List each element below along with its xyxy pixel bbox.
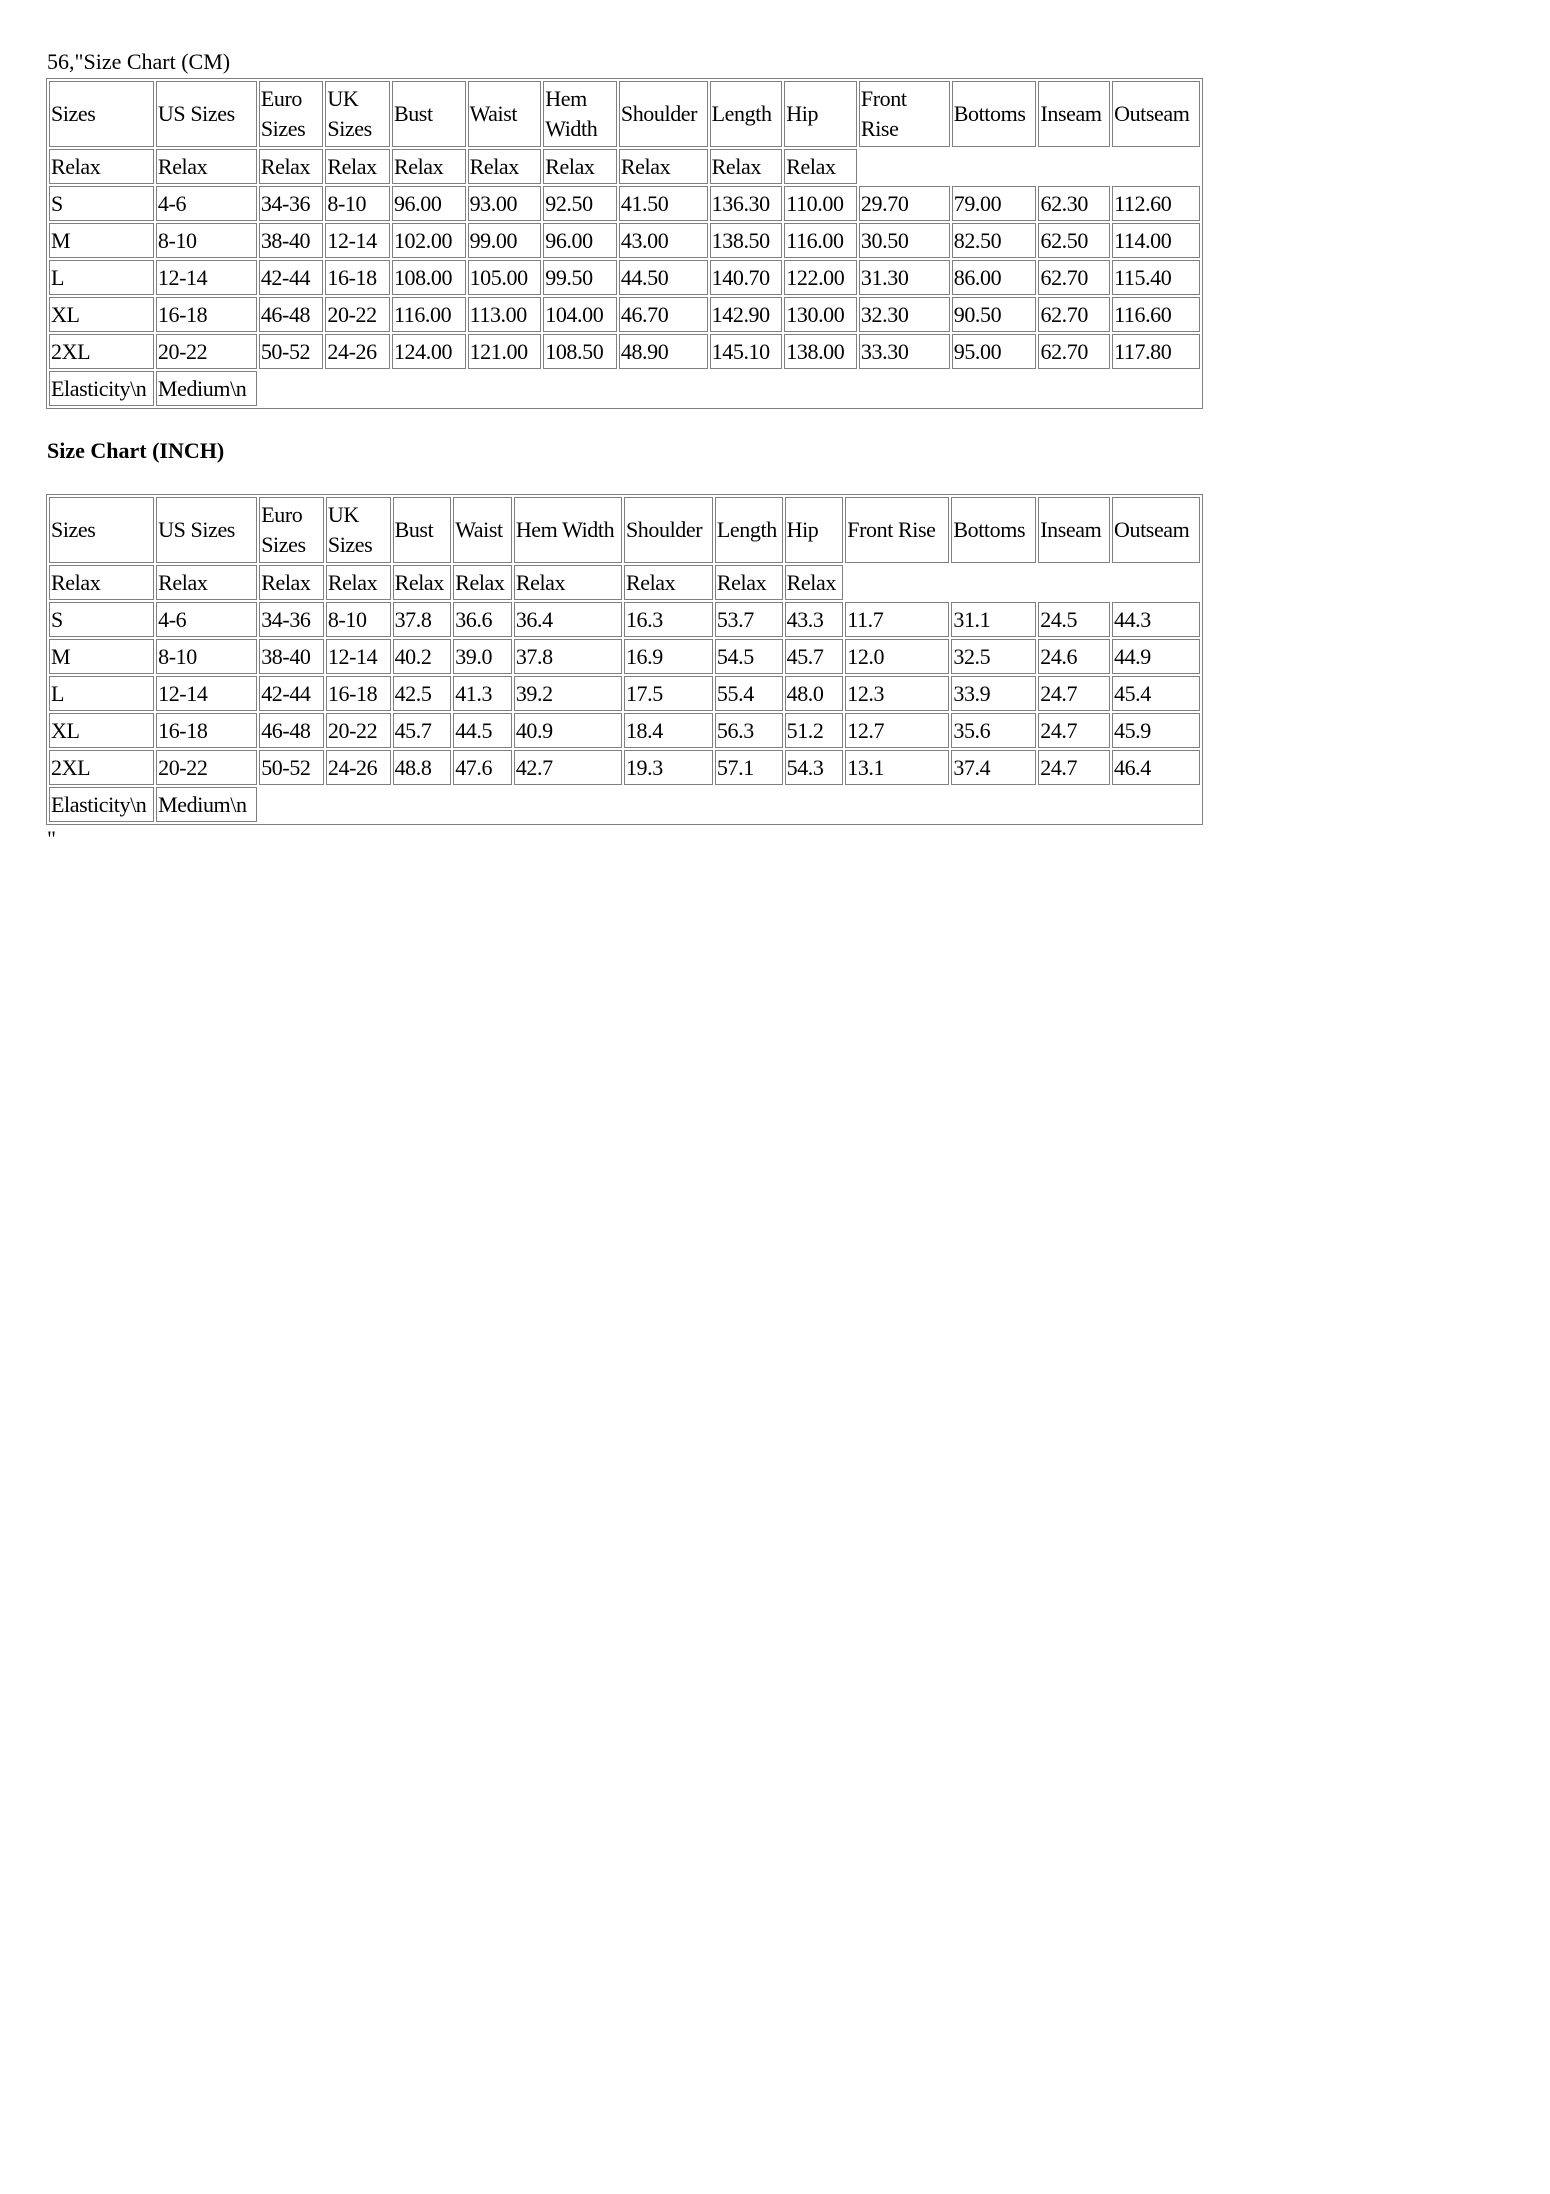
table-cell: 124.00 (392, 334, 466, 369)
table-cell: 12.7 (845, 713, 949, 748)
relax-cell: Relax (326, 565, 391, 600)
table-cell: 93.00 (468, 186, 542, 221)
table-cell: 104.00 (543, 297, 617, 332)
table-cell: XL (49, 297, 154, 332)
relax-cell: Relax (393, 565, 452, 600)
relax-cell: Relax (710, 149, 783, 184)
table-cell: 39.0 (453, 639, 512, 674)
column-header: Inseam (1038, 81, 1110, 147)
table-cell: 20-22 (156, 750, 257, 785)
table-row (49, 639, 1200, 674)
table-cell: 16-18 (156, 713, 257, 748)
table-cell: 86.00 (952, 260, 1037, 295)
table-cell: 33.9 (951, 676, 1036, 711)
table-cell: 8-10 (326, 602, 391, 637)
table-cell: L (49, 676, 154, 711)
table-cell: 34-36 (259, 602, 324, 637)
table-row (49, 223, 1200, 258)
table-cell: 35.6 (951, 713, 1036, 748)
table-cell: 62.30 (1038, 186, 1110, 221)
table-cell: 12-14 (156, 260, 257, 295)
table-cell: 44.3 (1112, 602, 1200, 637)
column-header: US Sizes (156, 81, 257, 147)
table-cell: 16-18 (325, 260, 390, 295)
column-header: Waist (468, 81, 542, 147)
table-cell: 24.7 (1038, 750, 1110, 785)
table-cell: 55.4 (715, 676, 783, 711)
column-header: US Sizes (156, 497, 257, 563)
table-cell: 17.5 (624, 676, 713, 711)
table-cell: 16-18 (326, 676, 391, 711)
table-cell: 36.6 (453, 602, 512, 637)
column-header: Hip (784, 81, 857, 147)
table-cell: 99.00 (468, 223, 542, 258)
column-header: Bottoms (951, 497, 1036, 563)
table-cell: 57.1 (715, 750, 783, 785)
relax-row (49, 565, 1200, 600)
relax-row (49, 149, 1200, 184)
table-cell: 48.0 (785, 676, 844, 711)
table-cell: 130.00 (784, 297, 857, 332)
column-header: Hem Width (543, 81, 617, 147)
table-cell: 95.00 (952, 334, 1037, 369)
table-cell: M (49, 639, 154, 674)
table-cell: 12-14 (325, 223, 390, 258)
table-cell: 45.7 (393, 713, 452, 748)
table-cell: 116.00 (392, 297, 466, 332)
empty-cell (259, 371, 1200, 406)
table-cell: 42.7 (514, 750, 622, 785)
table-cell: 18.4 (624, 713, 713, 748)
table-row (49, 260, 1200, 295)
header-row (49, 81, 1200, 147)
table-cell: 38-40 (259, 223, 324, 258)
table-cell: 12.0 (845, 639, 949, 674)
page-title: 56,"Size Chart (CM) (47, 49, 231, 74)
table-row (49, 602, 1200, 637)
table-cell: 31.1 (951, 602, 1036, 637)
column-header: Bust (392, 81, 466, 147)
table-cell: 8-10 (156, 639, 257, 674)
column-header: Hip (785, 497, 844, 563)
table-cell: 92.50 (543, 186, 617, 221)
table-row (49, 713, 1200, 748)
elasticity-cell: Medium\n (156, 371, 257, 406)
table-cell: 50-52 (259, 334, 324, 369)
table-cell: 31.30 (859, 260, 950, 295)
table-cell: 40.2 (393, 639, 452, 674)
table-cell: 145.10 (710, 334, 783, 369)
relax-cell: Relax (49, 565, 154, 600)
table-cell: 62.70 (1038, 260, 1110, 295)
column-header: Shoulder (619, 81, 708, 147)
table-cell: 2XL (49, 334, 154, 369)
table-cell: 24.6 (1038, 639, 1110, 674)
table-cell: 45.4 (1112, 676, 1200, 711)
table-cell: 122.00 (784, 260, 857, 295)
table-cell: 16.3 (624, 602, 713, 637)
table-cell: 20-22 (326, 713, 391, 748)
column-header: Sizes (49, 497, 154, 563)
empty-cell (259, 787, 1200, 822)
table-cell: 138.50 (710, 223, 783, 258)
column-header: Front Rise (845, 497, 949, 563)
table-cell: 46.70 (619, 297, 708, 332)
column-header: Length (710, 81, 783, 147)
table-cell: 11.7 (845, 602, 949, 637)
column-header: Shoulder (624, 497, 713, 563)
table-cell: 47.6 (453, 750, 512, 785)
table-row (49, 750, 1200, 785)
table-cell: 138.00 (784, 334, 857, 369)
table-cell: 16-18 (156, 297, 257, 332)
inch-section-title: Size Chart (INCH) (47, 438, 225, 463)
column-header: Bust (393, 497, 452, 563)
table-cell: 114.00 (1112, 223, 1200, 258)
table-cell: 37.4 (951, 750, 1036, 785)
table-cell: 12.3 (845, 676, 949, 711)
relax-cell: Relax (259, 565, 324, 600)
table-cell: 8-10 (156, 223, 257, 258)
empty-cell (859, 149, 1200, 184)
table-cell: 42-44 (259, 676, 324, 711)
size-chart-cm-table (46, 78, 1203, 409)
table-cell: 32.5 (951, 639, 1036, 674)
table-cell: 37.8 (514, 639, 622, 674)
column-header: Hem Width (514, 497, 622, 563)
table-cell: 44.50 (619, 260, 708, 295)
table-cell: 48.8 (393, 750, 452, 785)
relax-cell: Relax (543, 149, 617, 184)
table-cell: 99.50 (543, 260, 617, 295)
table-cell: 24-26 (326, 750, 391, 785)
table-cell: 116.60 (1112, 297, 1200, 332)
table-cell: 42-44 (259, 260, 324, 295)
table-cell: 30.50 (859, 223, 950, 258)
table-cell: 4-6 (156, 602, 257, 637)
table-row (49, 676, 1200, 711)
table-cell: M (49, 223, 154, 258)
size-chart-inch-table (46, 494, 1203, 825)
table-cell: XL (49, 713, 154, 748)
column-header: Waist (453, 497, 512, 563)
table-cell: 136.30 (710, 186, 783, 221)
elasticity-cell: Elasticity\n (49, 787, 154, 822)
table-cell: 20-22 (325, 297, 390, 332)
elasticity-row (49, 787, 1200, 822)
table-cell: 62.70 (1038, 297, 1110, 332)
table-row (49, 297, 1200, 332)
empty-cell (845, 565, 1200, 600)
relax-cell: Relax (453, 565, 512, 600)
table-cell: L (49, 260, 154, 295)
table-cell: 8-10 (325, 186, 390, 221)
table-cell: 37.8 (393, 602, 452, 637)
relax-cell: Relax (156, 149, 257, 184)
table-cell: 41.3 (453, 676, 512, 711)
table-cell: 34-36 (259, 186, 324, 221)
table-cell: 16.9 (624, 639, 713, 674)
table-cell: 112.60 (1112, 186, 1200, 221)
table-cell: 19.3 (624, 750, 713, 785)
relax-cell: Relax (784, 149, 857, 184)
relax-cell: Relax (468, 149, 542, 184)
table-cell: 102.00 (392, 223, 466, 258)
table-cell: 32.30 (859, 297, 950, 332)
column-header: Euro Sizes (259, 497, 324, 563)
table-cell: 33.30 (859, 334, 950, 369)
relax-cell: Relax (325, 149, 390, 184)
table-cell: 96.00 (543, 223, 617, 258)
table-cell: 54.3 (785, 750, 844, 785)
column-header: UK Sizes (326, 497, 391, 563)
table-cell: 41.50 (619, 186, 708, 221)
table-cell: 51.2 (785, 713, 844, 748)
column-header: Euro Sizes (259, 81, 324, 147)
table-cell: 53.7 (715, 602, 783, 637)
table-cell: 50-52 (259, 750, 324, 785)
table-cell: 12-14 (156, 676, 257, 711)
table-cell: 113.00 (468, 297, 542, 332)
table-cell: 13.1 (845, 750, 949, 785)
table-cell: S (49, 186, 154, 221)
table-cell: 142.90 (710, 297, 783, 332)
table-cell: 96.00 (392, 186, 466, 221)
closing-quote-mark: " (47, 826, 56, 851)
relax-cell: Relax (619, 149, 708, 184)
elasticity-cell: Medium\n (156, 787, 257, 822)
table-cell: 46-48 (259, 297, 324, 332)
table-cell: 20-22 (156, 334, 257, 369)
table-cell: 24.5 (1038, 602, 1110, 637)
relax-cell: Relax (156, 565, 257, 600)
table-cell: 116.00 (784, 223, 857, 258)
elasticity-cell: Elasticity\n (49, 371, 154, 406)
table-cell: 2XL (49, 750, 154, 785)
column-header: Outseam (1112, 497, 1200, 563)
table-cell: 110.00 (784, 186, 857, 221)
elasticity-row (49, 371, 1200, 406)
table-cell: 105.00 (468, 260, 542, 295)
table-row (49, 186, 1200, 221)
relax-cell: Relax (392, 149, 466, 184)
relax-cell: Relax (514, 565, 622, 600)
table-cell: 54.5 (715, 639, 783, 674)
table-cell: 108.00 (392, 260, 466, 295)
table-cell: 48.90 (619, 334, 708, 369)
table-cell: 40.9 (514, 713, 622, 748)
header-row (49, 497, 1200, 563)
table-cell: 62.50 (1038, 223, 1110, 258)
table-cell: 24-26 (325, 334, 390, 369)
table-cell: 39.2 (514, 676, 622, 711)
table-cell: 82.50 (952, 223, 1037, 258)
column-header: Sizes (49, 81, 154, 147)
table-cell: 79.00 (952, 186, 1037, 221)
table-cell: 62.70 (1038, 334, 1110, 369)
table-cell: 121.00 (468, 334, 542, 369)
table-cell: 29.70 (859, 186, 950, 221)
table-cell: 43.00 (619, 223, 708, 258)
table-cell: 36.4 (514, 602, 622, 637)
table-cell: 56.3 (715, 713, 783, 748)
table-cell: 140.70 (710, 260, 783, 295)
table-cell: 44.5 (453, 713, 512, 748)
table-cell: 12-14 (326, 639, 391, 674)
column-header: Length (715, 497, 783, 563)
table-cell: 43.3 (785, 602, 844, 637)
relax-cell: Relax (715, 565, 783, 600)
table-cell: 117.80 (1112, 334, 1200, 369)
table-cell: S (49, 602, 154, 637)
table-row (49, 334, 1200, 369)
relax-cell: Relax (785, 565, 844, 600)
table-cell: 24.7 (1038, 713, 1110, 748)
column-header: Outseam (1112, 81, 1200, 147)
table-cell: 108.50 (543, 334, 617, 369)
table-cell: 45.9 (1112, 713, 1200, 748)
column-header: Front Rise (859, 81, 950, 147)
table-cell: 45.7 (785, 639, 844, 674)
relax-cell: Relax (624, 565, 713, 600)
table-cell: 24.7 (1038, 676, 1110, 711)
table-cell: 42.5 (393, 676, 452, 711)
table-cell: 44.9 (1112, 639, 1200, 674)
table-cell: 46.4 (1112, 750, 1200, 785)
column-header: Inseam (1038, 497, 1110, 563)
column-header: UK Sizes (325, 81, 390, 147)
table-cell: 4-6 (156, 186, 257, 221)
relax-cell: Relax (49, 149, 154, 184)
table-cell: 38-40 (259, 639, 324, 674)
column-header: Bottoms (952, 81, 1037, 147)
table-cell: 90.50 (952, 297, 1037, 332)
relax-cell: Relax (259, 149, 324, 184)
table-cell: 115.40 (1112, 260, 1200, 295)
table-cell: 46-48 (259, 713, 324, 748)
